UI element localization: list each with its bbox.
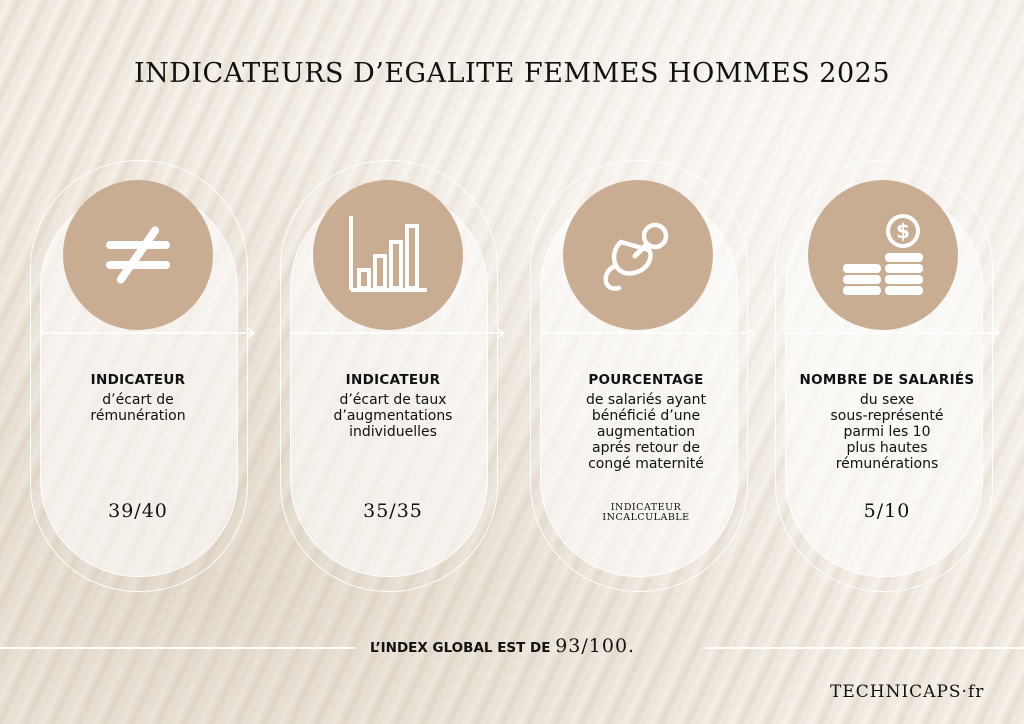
footer-divider-right bbox=[705, 647, 1024, 649]
svg-text:$: $ bbox=[896, 219, 910, 243]
card-heading: POURCENTAGE bbox=[588, 372, 704, 388]
brand-logo: TECHNICAPS·fr bbox=[830, 682, 985, 702]
arrow-line bbox=[540, 327, 758, 339]
card-heading: INDICATEUR bbox=[345, 372, 441, 388]
card-score: INDICATEUR INCALCULABLE bbox=[602, 502, 690, 523]
card-score: 5/10 bbox=[863, 500, 911, 522]
global-index-value: 93/100. bbox=[555, 635, 636, 657]
global-index bbox=[370, 635, 660, 657]
card-description: du sexe sous-représenté parmi les 10 plus hautes rémunérations bbox=[830, 392, 944, 472]
card-score: 39/40 bbox=[108, 500, 168, 522]
coins-dollar-icon bbox=[833, 205, 933, 305]
card-description: d’écart de taux d’augmentations individuelles bbox=[333, 392, 453, 440]
arrow-line bbox=[290, 327, 508, 339]
arrow-line bbox=[40, 327, 258, 339]
pacifier-icon bbox=[593, 210, 683, 300]
arrow-line bbox=[785, 327, 1003, 339]
card-heading: INDICATEUR bbox=[90, 372, 186, 388]
icon-circle bbox=[63, 180, 213, 330]
icon-circle bbox=[563, 180, 713, 330]
card-heading: NOMBRE DE SALARIÉS bbox=[799, 372, 975, 388]
not-equal-icon bbox=[98, 215, 178, 295]
page-title: INDICATEURS D’EGALITE FEMMES HOMMES 2025 bbox=[133, 58, 891, 89]
card-score: 35/35 bbox=[363, 500, 423, 522]
footer-divider-left bbox=[0, 647, 355, 649]
card-description: d’écart de rémunération bbox=[90, 392, 186, 424]
bar-chart-icon bbox=[345, 212, 431, 298]
global-index-label: L’INDEX GLOBAL EST DE bbox=[370, 640, 551, 656]
icon-circle bbox=[808, 180, 958, 330]
icon-circle bbox=[313, 180, 463, 330]
card-description: de salariés ayant bénéficié d’une augmentation aprés retour de congé maternité bbox=[585, 392, 707, 472]
